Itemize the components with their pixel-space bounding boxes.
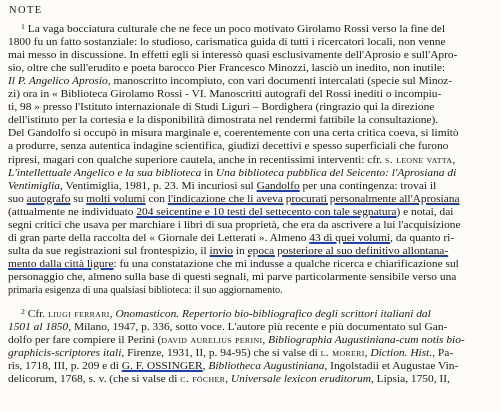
- text-run: mai messo in discussione. In effetti egli si interessò quasi esclusivamente dell'Aprosio e sull'Apro-: [8, 50, 458, 62]
- text-run: L'intellettuale Angelico e la sua biblioteca: [8, 167, 202, 179]
- note1-line: [8, 141, 448, 154]
- underlined-text: molti volumi: [86, 193, 146, 205]
- text-run: , Pa-: [432, 348, 454, 360]
- text-run: ris, 1718, III, p. 209 e di: [8, 361, 122, 373]
- text-run: Bibliographia Augustiniana-cum notis bio-: [268, 335, 465, 347]
- text-run: dolfo per fare compiere il Perini (: [8, 335, 162, 347]
- underlined-text: Gandolfo: [256, 180, 300, 192]
- notes-heading: NOTE: [9, 5, 43, 16]
- note2-line: [21, 309, 431, 322]
- text-run: ripresi, magari con qualche superiore cautela, anche in recentissimi interventi: cfr.: [8, 154, 386, 166]
- note1-line: [8, 37, 446, 50]
- note1-line: [8, 115, 438, 128]
- footnote-number: 1: [21, 23, 25, 31]
- note1-line: [8, 102, 434, 115]
- text-run: ,: [364, 348, 371, 360]
- underlined-text: G. F. OSSINGER: [121, 361, 203, 373]
- note1-line: [8, 50, 457, 63]
- text-run: delicorum, 1768, s. v. (che si valse di: [8, 374, 181, 386]
- text-run: s. leone vatta: [385, 154, 453, 166]
- note1-line: [21, 24, 445, 37]
- text-run: suo: [8, 193, 27, 205]
- text-run: in: [201, 167, 216, 179]
- text-run: , Lipsia, 1750, II,: [370, 374, 450, 386]
- note1-line: [8, 181, 436, 194]
- text-run: in: [233, 245, 248, 257]
- text-run: ,: [262, 335, 269, 347]
- note1-line: [8, 194, 460, 207]
- text-run: Bibliotheca Augustiniana: [208, 361, 325, 373]
- note1-line: [8, 220, 461, 233]
- text-run: graphicis-scriptores itali: [8, 348, 122, 360]
- text-run: per una contingenza: trovai il: [299, 180, 437, 192]
- note1-line: [8, 207, 453, 220]
- footnote-number: 2: [21, 308, 25, 316]
- text-run: dell'istituto per la cortesia e la disponibilità dimostrata nel rendermi fattibile la consultazione).: [8, 115, 439, 127]
- text-run: primaria esigenza di una qualsiasi biblioteca: il suo aggiornamento.: [8, 285, 283, 296]
- note2-line: [8, 348, 453, 361]
- text-run: Del Gandolfo si occupò in misura marginale e, coerentemente con una certa critica coeva, si limitò: [8, 128, 459, 140]
- text-run: Onomasticon. Repertorio bio-bibliografico degli scrittori italiani dal: [115, 309, 431, 320]
- note2-line: [8, 361, 458, 374]
- text-run: l. moreri: [320, 348, 365, 360]
- note1-line: [8, 76, 452, 89]
- text-run: 1501 al 1850: [8, 322, 69, 334]
- text-run: ,: [452, 154, 456, 166]
- text-run: , da quanto ri-: [390, 232, 455, 244]
- text-run: ,: [225, 374, 231, 386]
- note1-line: [8, 285, 283, 298]
- text-run: Universale lexicon eruditorum: [230, 374, 371, 386]
- text-run: , Milano, 1947, p. 336, sotto voce. L'autore più recente e più documentato sul Gan-: [68, 322, 448, 334]
- text-run: La vaga bocciatura culturale che ne fece un poco motivato Girolamo Rossi verso la fine del: [24, 24, 446, 35]
- underlined-text: l'indicazione che li aveva procurati personalmente all'Aprosiana: [167, 193, 460, 205]
- text-run: : fu una constatazione che mi indusse a qualche ricerca e chiarificazione sul: [113, 258, 459, 270]
- text-run: Una biblioteca pubblica del Seicento: l'Aprosiana di: [215, 167, 457, 179]
- text-run: zi) ora in « Biblioteca Girolamo Rossi - VI. Manoscritti autografi del Rossi inediti o incompiu-: [8, 89, 442, 101]
- note1-line: [8, 128, 459, 141]
- text-run: segni critici che usava per marchiare i libri di sua proprietà, che era da ascrivere a lui l'acquisizione: [8, 219, 461, 231]
- text-run: con: [145, 193, 168, 205]
- text-run: sio, oltre che sull'erudito e poeta barocco Pier Francesco Minozzi, lasciò un inedito, non inutile:: [8, 63, 446, 75]
- text-run: Cfr.: [24, 309, 49, 320]
- text-run: , Ventimiglia, 1981, p. 23. Mi incuriosì sul: [59, 180, 257, 192]
- text-run: liugi ferrari: [48, 309, 110, 320]
- text-run: personaggio che, almeno sulla base di questi segnali, mi parve particolarmente sensibile verso una: [8, 271, 457, 283]
- underlined-text: invio: [209, 245, 234, 257]
- text-run: ) e notai, dai: [396, 206, 454, 218]
- underlined-text: autografo: [26, 193, 71, 205]
- text-run: (attualmente ne individuato: [8, 206, 137, 218]
- note2-line: [8, 322, 447, 335]
- text-run: , manoscritto incompiuto, con vari documenti intercalati (specie sul Minoz-: [107, 76, 453, 88]
- underlined-text: 204 seicentine e 10 testi del settecento con tale segnatura: [136, 206, 397, 218]
- text-run: 1800 fu un fatto sostanziale: lo studioso, carismatica guida di tutti i ricercatori locali, non venne: [8, 37, 446, 49]
- note1-line: [8, 89, 441, 102]
- note1-line: [8, 246, 448, 259]
- text-run: di gran parte della raccolta del « Giornale dei Letterati ». Almeno: [8, 232, 310, 244]
- text-run: Ventimiglia: [8, 180, 60, 192]
- note2-line: [8, 335, 465, 348]
- note1-line: [8, 63, 445, 76]
- text-run: ,: [202, 361, 209, 373]
- text-run: , Ingolstadii et Augustae Vin-: [324, 361, 459, 373]
- underlined-text: epoca posteriore al suo definitivo allontana-: [247, 245, 449, 257]
- note1-line: [8, 168, 456, 181]
- note2-line: [8, 374, 450, 387]
- text-run: ,: [109, 309, 116, 320]
- text-run: Il P. Angelico Aprosio: [8, 76, 108, 88]
- note1-line: [8, 233, 454, 246]
- text-run: sulta da sue registrazioni sul frontespizio, il: [8, 245, 210, 257]
- underlined-text: 43 di quei volumi: [309, 232, 391, 244]
- underlined-text: mento dalla città ligure: [8, 258, 114, 270]
- text-run: david aurelius perini: [161, 335, 263, 347]
- note1-line: [8, 259, 459, 272]
- text-run: , Firenze, 1931, II, p. 94-95) che si valse di: [121, 348, 321, 360]
- text-run: ti, 98 » presso l'Istituto internazionale di Studi Liguri – Bordighera (ringrazio qui la direzione: [8, 102, 435, 114]
- text-run: su: [70, 193, 87, 205]
- text-run: c. föcher: [180, 374, 226, 386]
- note1-line: [8, 155, 455, 168]
- note1-line: [8, 272, 456, 285]
- text-run: Diction. Hist.: [370, 348, 433, 360]
- text-run: a produrre, senza autentica indagine scientifica, giudizi decettivi e spesso superficiali che furono: [8, 141, 449, 153]
